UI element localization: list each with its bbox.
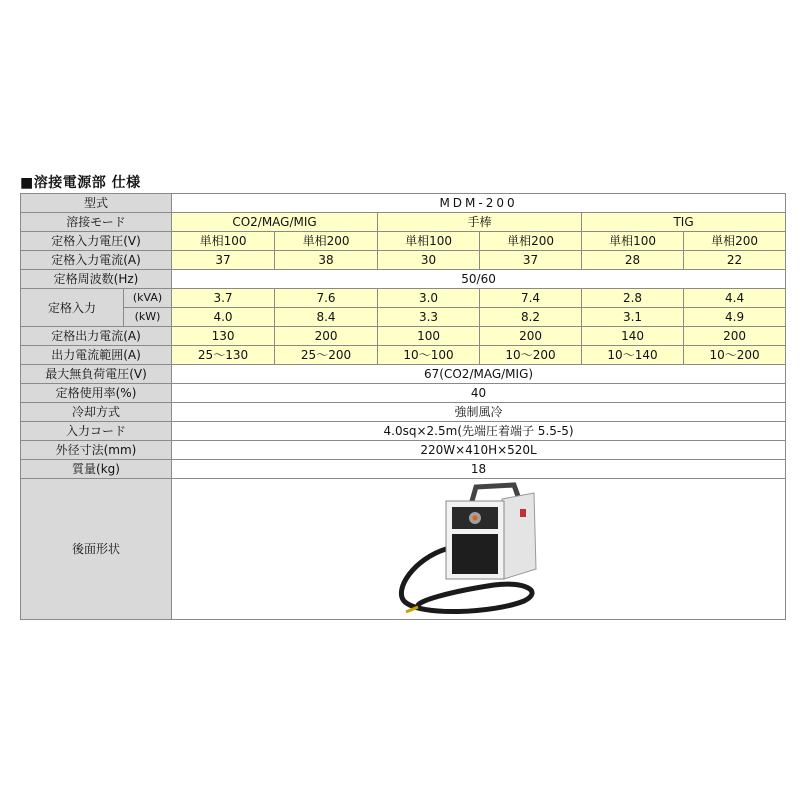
value-mass: 18	[172, 460, 786, 479]
row-output-current	[21, 327, 786, 346]
row-duty	[21, 384, 786, 403]
label-duty: 定格使用率(%)	[21, 384, 172, 403]
label-input: 定格入力	[21, 289, 124, 327]
output-range-cell: 25～200	[275, 346, 378, 365]
label-current: 定格入力電流(A)	[21, 251, 172, 270]
current-cell: 37	[172, 251, 275, 270]
mode-tig: TIG	[582, 213, 786, 232]
value-model: MDM-200	[172, 194, 786, 213]
label-frequency: 定格周波数(Hz)	[21, 270, 172, 289]
kw-cell: 4.0	[172, 308, 275, 327]
row-output-range	[21, 346, 786, 365]
label-cooling: 冷却方式	[21, 403, 172, 422]
mode-mig: CO2/MAG/MIG	[172, 213, 378, 232]
value-no-load: 67(CO2/MAG/MIG)	[172, 365, 786, 384]
label-output-current: 定格出力電流(A)	[21, 327, 172, 346]
label-cord: 入力コード	[21, 422, 172, 441]
current-cell: 37	[480, 251, 582, 270]
row-rear	[21, 479, 786, 620]
kva-cell: 3.7	[172, 289, 275, 308]
kva-cell: 4.4	[684, 289, 786, 308]
row-cord	[21, 422, 786, 441]
kva-cell: 7.4	[480, 289, 582, 308]
side-label	[520, 509, 526, 517]
label-output-range: 出力電流範囲(A)	[21, 346, 172, 365]
row-dims	[21, 441, 786, 460]
current-cell: 22	[684, 251, 786, 270]
value-dims: 220W×410H×520L	[172, 441, 786, 460]
row-voltage	[21, 232, 786, 251]
row-no-load	[21, 365, 786, 384]
kw-cell: 4.9	[684, 308, 786, 327]
voltage-cell: 単相200	[480, 232, 582, 251]
row-model	[21, 194, 786, 213]
output-range-cell: 10～140	[582, 346, 684, 365]
mode-stick: 手棒	[378, 213, 582, 232]
value-duty: 40	[172, 384, 786, 403]
label-rear: 後面形状	[21, 479, 172, 620]
connector-center	[472, 516, 477, 521]
kva-cell: 3.0	[378, 289, 480, 308]
row-input-kw	[21, 308, 786, 327]
row-frequency	[21, 270, 786, 289]
voltage-cell: 単相100	[582, 232, 684, 251]
welder-rear-image	[374, 479, 584, 619]
output-current-cell: 200	[684, 327, 786, 346]
output-range-cell: 25～130	[172, 346, 275, 365]
kva-cell: 2.8	[582, 289, 684, 308]
label-mode: 溶接モード	[21, 213, 172, 232]
output-range-cell: 10～200	[684, 346, 786, 365]
row-cooling	[21, 403, 786, 422]
voltage-cell: 単相200	[684, 232, 786, 251]
output-current-cell: 200	[275, 327, 378, 346]
value-cord: 4.0sq×2.5m(先端圧着端子 5.5-5)	[172, 422, 786, 441]
row-mode	[21, 213, 786, 232]
kw-cell: 8.2	[480, 308, 582, 327]
rear-photo-cell	[172, 479, 786, 620]
output-current-cell: 100	[378, 327, 480, 346]
output-current-cell: 140	[582, 327, 684, 346]
voltage-cell: 単相100	[172, 232, 275, 251]
kw-cell: 8.4	[275, 308, 378, 327]
voltage-cell: 単相200	[275, 232, 378, 251]
unit-kw: (kW)	[124, 308, 172, 327]
row-mass	[21, 460, 786, 479]
row-current	[21, 251, 786, 270]
voltage-cell: 単相100	[378, 232, 480, 251]
label-mass: 質量(kg)	[21, 460, 172, 479]
label-no-load: 最大無負荷電圧(V)	[21, 365, 172, 384]
kva-cell: 7.6	[275, 289, 378, 308]
row-input-kva	[21, 289, 786, 308]
current-cell: 28	[582, 251, 684, 270]
spec-title: ■溶接電源部 仕様	[20, 175, 141, 191]
value-cooling: 強制風冷	[172, 403, 786, 422]
current-cell: 38	[275, 251, 378, 270]
output-current-cell: 130	[172, 327, 275, 346]
fan-grille	[452, 534, 498, 574]
kw-cell: 3.1	[582, 308, 684, 327]
output-range-cell: 10～100	[378, 346, 480, 365]
current-cell: 30	[378, 251, 480, 270]
kw-cell: 3.3	[378, 308, 480, 327]
output-current-cell: 200	[480, 327, 582, 346]
side-panel	[502, 493, 536, 579]
unit-kva: (kVA)	[124, 289, 172, 308]
spec-table	[20, 193, 786, 620]
label-voltage: 定格入力電圧(V)	[21, 232, 172, 251]
output-range-cell: 10～200	[480, 346, 582, 365]
value-frequency: 50/60	[172, 270, 786, 289]
label-model: 型式	[21, 194, 172, 213]
label-dims: 外径寸法(mm)	[21, 441, 172, 460]
